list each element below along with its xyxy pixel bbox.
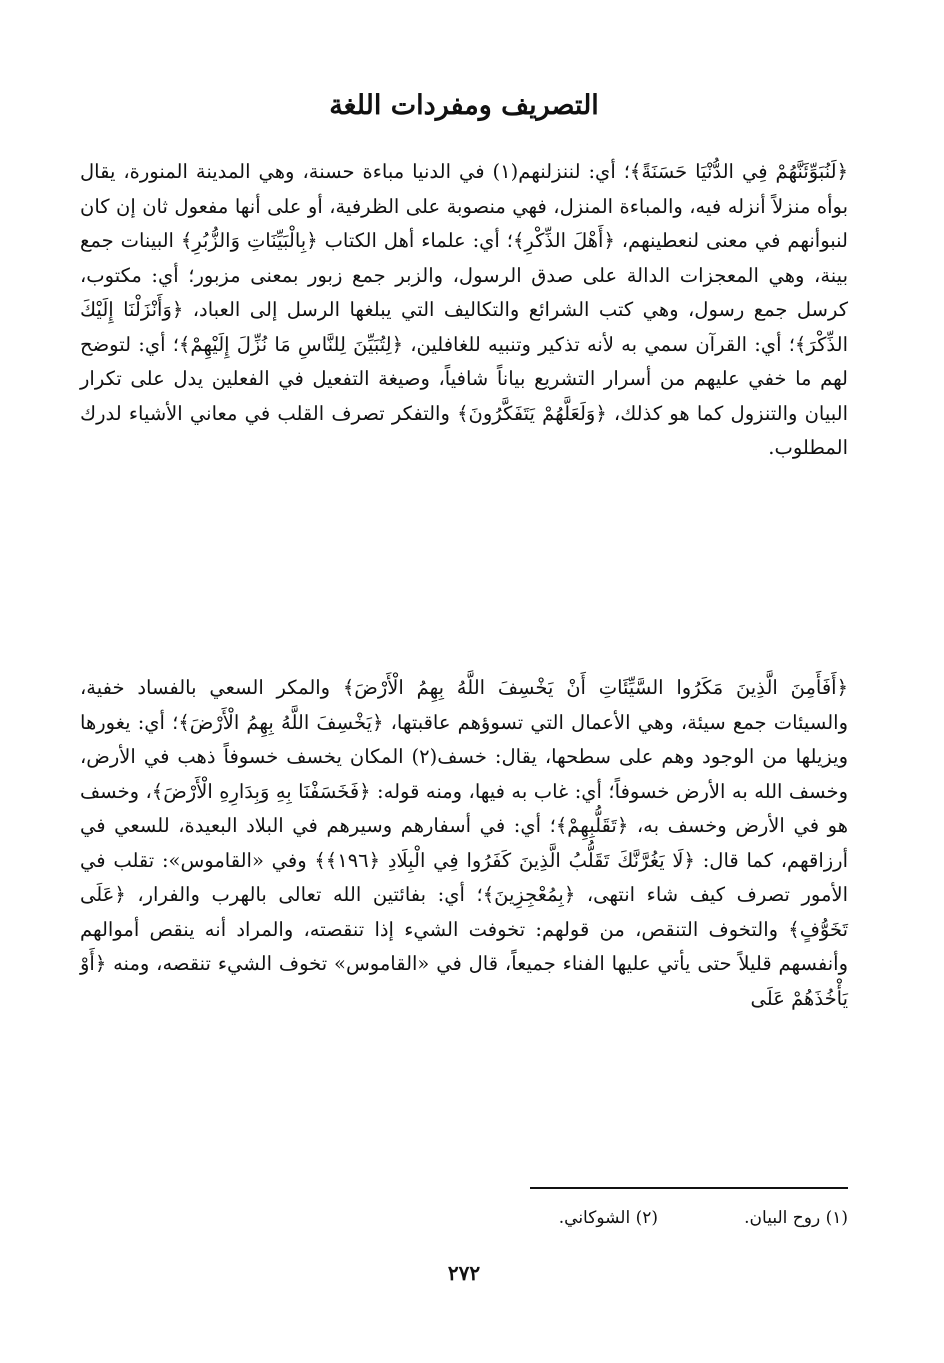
footnotes bbox=[328, 1203, 848, 1233]
paragraph-1-text: ﴿لَنُبَوِّئَنَّهُمْ فِي الدُّنْيَا حَسَنَةً﴾؛ أي: لننزلنهم(١) في الدنيا مباءة حسنة، وهي المدينة المنورة، يقال بوأه منزلاً أنزله فيه، والمباءة المنزل، فهي منصوبة على الظرفية، أو على أنها مفعول ثان إن كان لنبوأنهم في معنى لنعطينهم، ﴿أَهْلَ الذِّكْرِ﴾؛ أي: علماء أهل الكتاب ﴿بِالْبَيِّنَاتِ وَالزُّبُرِ﴾ البينات جمع بينة، وهي المعجزات الدالة على صدق الرسول، والزبر جمع زبور بمعنى مزبور؛ أي: مكتوب، كرسل جمع رسول، وهي كتب الشرائع والتكاليف التي يبلغها الرسل إلى العباد، ﴿وَأَنْزَلْنَا إِلَيْكَ الذِّكْرَ﴾؛ أي: القرآن سمي به لأنه تذكير وتنبيه للغافلين، ﴿لِتُبَيِّنَ لِلنَّاسِ مَا نُزِّلَ إِلَيْهِمْ﴾؛ أي: لتوضح لهم ما خفي عليهم من أسرار التشريع بياناً شافياً، وصيغة التفعيل في الفعلين يدل على تكرار البيان والتنزول كما هو كذلك، ﴿وَلَعَلَّهُمْ يَتَفَكَّرُونَ﴾ والتفكر تصرف القلب في معاني الأشياء لدرك المطلوب. bbox=[80, 160, 848, 459]
footnote-1: (١) روح البيان. bbox=[744, 1208, 848, 1228]
paragraph-2 bbox=[80, 671, 848, 1016]
footnote-2: (٢) الشوكاني. bbox=[558, 1208, 658, 1228]
page-number: ٢٧٢ bbox=[447, 1261, 481, 1285]
paragraph-1 bbox=[80, 155, 848, 466]
footnote-divider bbox=[530, 1187, 848, 1189]
paragraph-2-text: ﴿أَفَأَمِنَ الَّذِينَ مَكَرُوا السَّيِّئَاتِ أَنْ يَخْسِفَ اللَّهُ بِهِمُ الْأَرْضَ﴾ والمكر السعي بالفساد خفية، والسيئات جمع سيئة، وهي الأعمال التي تسوؤهم عاقبتها، ﴿يَخْسِفَ اللَّهُ بِهِمُ الْأَرْضَ﴾؛ أي: يغورها ويزيلها من الوجود وهم على سطحها، يقال: خسف(٢) المكان يخسف خسوفاً ذهب في الأرض، وخسف الله به الأرض خسوفاً؛ أي: غاب به فيها، ومنه قوله: ﴿فَخَسَفْنَا بِهِ وَبِدَارِهِ الْأَرْضَ﴾، وخسف هو في الأرض وخسف به، ﴿تَقَلُّبِهِمْ﴾؛ أي: في أسفارهم وسيرهم في البلاد البعيدة، للسعي في أرزاقهم، كما قال: ﴿لَا يَغُرَّنَّكَ تَقَلُّبُ الَّذِينَ كَفَرُوا فِي الْبِلَادِ ﴿١٩٦﴾﴾ وفي «القاموس»: تقلب في الأمور تصرف كيف شاء انتهى، ﴿بِمُعْجِزِينَ﴾؛ أي: بفائتين الله تعالى بالهرب والفرار، ﴿عَلَى تَخَوُّفٍ﴾ والتخوف التنقص، من قولهم: تخوفت الشيء إذا تنقصته، والمراد أنه ينقص أموالهم وأنفسهم قليلاً حتى يأتي عليها الفناء جميعاً، قال في «القاموس» تخوف الشيء تنقصه، ومنه ﴿أَوْ يَأْخُذَهُمْ عَلَى bbox=[80, 676, 848, 1010]
page-title: التصريف ومفردات اللغة bbox=[329, 90, 599, 121]
